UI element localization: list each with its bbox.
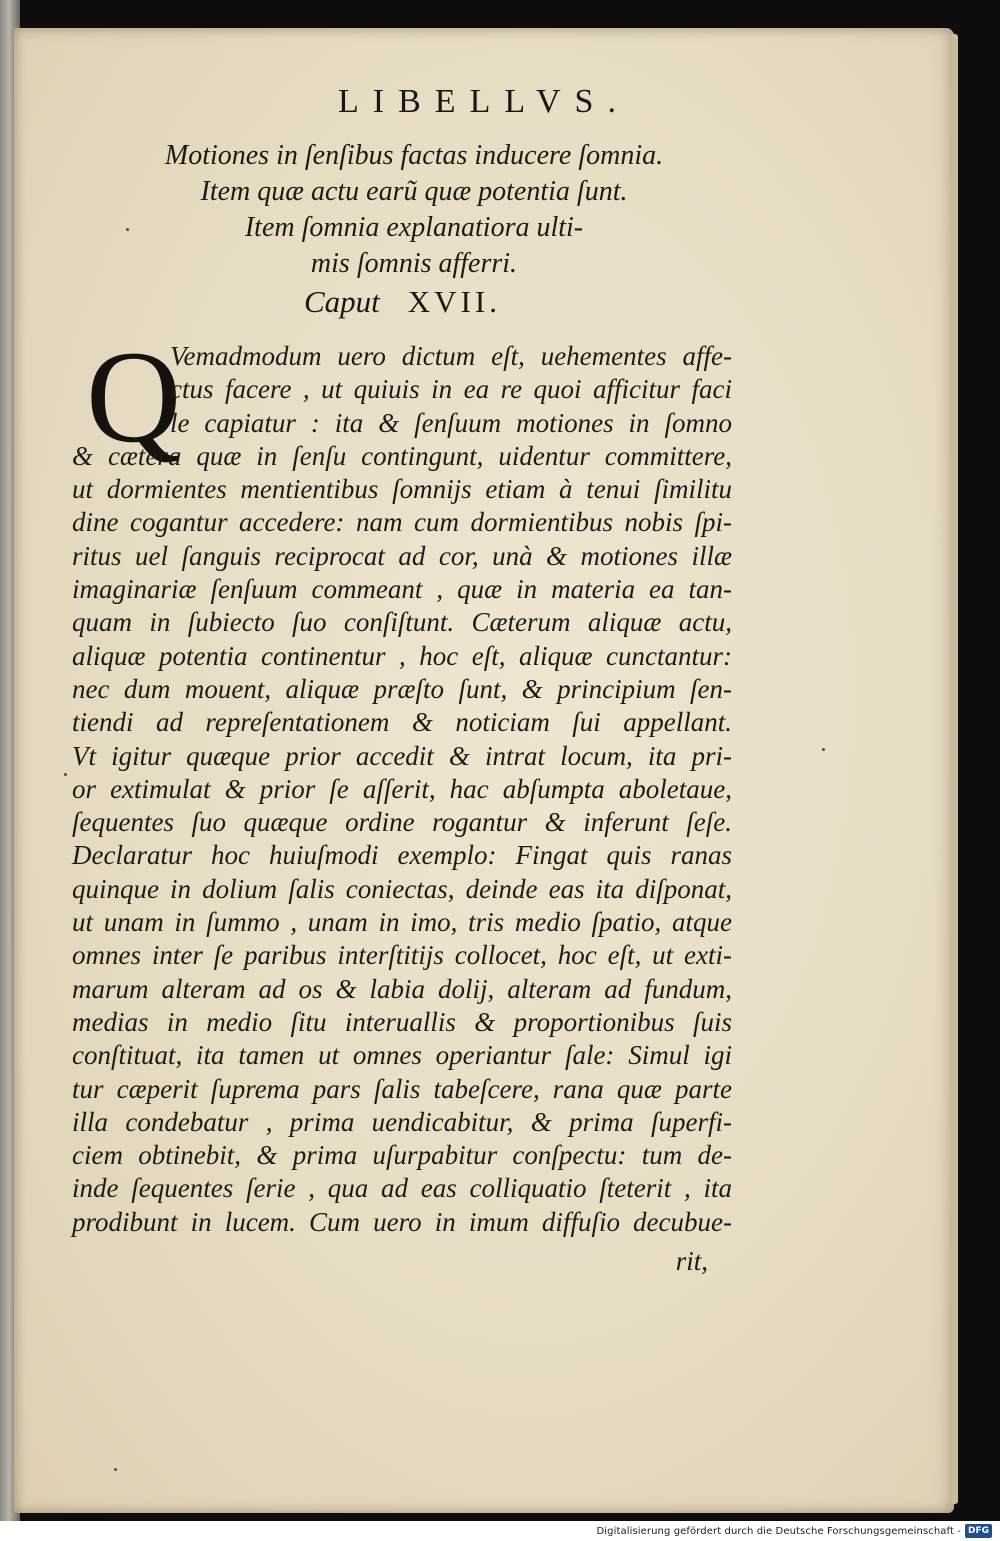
summary-line: mis ſomnis afferri. [310,248,518,279]
paper-speck [126,228,129,231]
summary-line: Motiones in ſenſibus factas inducere ſomnia. [164,140,664,171]
body-line: medias in medio ſitu interuallis & proportionibus ſuis [72,1006,732,1037]
chapter-title [304,284,501,320]
body-line: ſequentes ſuo quæque ordine rogantur & inferunt ſeſe. [72,807,732,838]
body-line: omnes inter ſe paribus interſtitijs collocet, hoc eſt, ut exti- [72,940,732,971]
book-page [14,28,954,1513]
body-line: imaginariæ ſenſuum commeant , quæ in materia ea tan- [72,574,732,605]
body-line: conſtituat, ita tamen ut omnes operiantur ſale: Simul igi [72,1040,732,1071]
chapter-number: XVII. [407,284,501,319]
body-line: Declaratur hoc huiuſmodi exemplo: Fingat quis ranas [72,840,732,871]
chapter-label: Caput [304,284,380,319]
body-line: tur cæperit ſuprema pars ſalis tabeſcere, rana quæ parte [72,1073,732,1104]
body-line: ut unam in ſummo , unam in imo, tris medio ſpatio, atque [72,907,732,938]
body-line: ut dormientes mentientibus ſomnijs etiam à tenui ſimilitu [72,474,732,505]
body-line: dine cogantur accedere: nam cum dormientibus nobis ſpi- [72,507,732,538]
running-head: LIBELLVS. [338,83,630,120]
body-line: inde ſequentes ſerie , qua ad eas colliquatio ſteterit , ita [72,1173,732,1204]
summary-line: Item quæ actu earũ quæ potentia ſunt. [200,176,628,207]
body-line: quinque in dolium ſalis coniectas, deinde eas ita diſponat, [72,873,732,904]
body-line: ctus facere , ut quiuis in ea re quoi afficitur faci [170,374,732,405]
catchword: rit, [675,1246,708,1276]
dfg-logo-icon[interactable]: DFG [965,1524,992,1538]
body-line: illa condebatur , prima uendicabitur, & prima ſuperfi- [72,1106,732,1137]
body-text [72,323,732,1239]
body-line: aliquæ potentia continentur , hoc eſt, aliquæ cunctantur: [72,640,732,671]
drop-cap: Q [86,323,182,470]
body-line: Vemadmodum uero dictum eſt, uehementes affe- [170,341,732,371]
paper-speck [64,773,67,776]
body-line: Vt igitur quæque prior accedit & intrat locum, ita pri- [72,740,732,771]
paper-speck [822,748,825,751]
footer-bar [0,1521,1000,1541]
body-line: & cætera quæ in ſenſu contingunt, uidentur committere, [72,440,732,471]
body-line: ciem obtinebit, & prima uſurpabitur conſpectu: tum de- [72,1140,732,1171]
funding-credit: Digitalisierung gefördert durch die Deutsche Forschungsgemeinschaft - [596,1525,961,1537]
body-line: nec dum mouent, aliquæ præſto ſunt, & principium ſen- [72,673,732,704]
paper-speck [114,1468,117,1471]
body-line: le capiatur : ita & ſenſuum motiones in ſomno [170,407,732,438]
body-line: tiendi ad repreſentationem & noticiam ſui appellant. [72,707,732,738]
summary-line: Item ſomnia explanatiora ulti- [244,212,584,243]
page-edge [952,34,958,1504]
body-line: prodibunt in lucem. Cum uero in imum diffuſio decubue- [72,1206,732,1237]
body-line: quam in ſubiecto ſuo conſiſtunt. Cæterum aliquæ actu, [72,607,732,638]
chapter-summary [114,138,714,282]
body-line: or extimulat & prior ſe aſſerit, hac abſumpta aboletaue, [72,773,732,804]
body-line: ritus uel ſanguis reciprocat ad cor, unà & motiones illæ [72,540,732,571]
body-line: marum alteram ad os & labia dolij, alteram ad fundum, [72,973,732,1004]
